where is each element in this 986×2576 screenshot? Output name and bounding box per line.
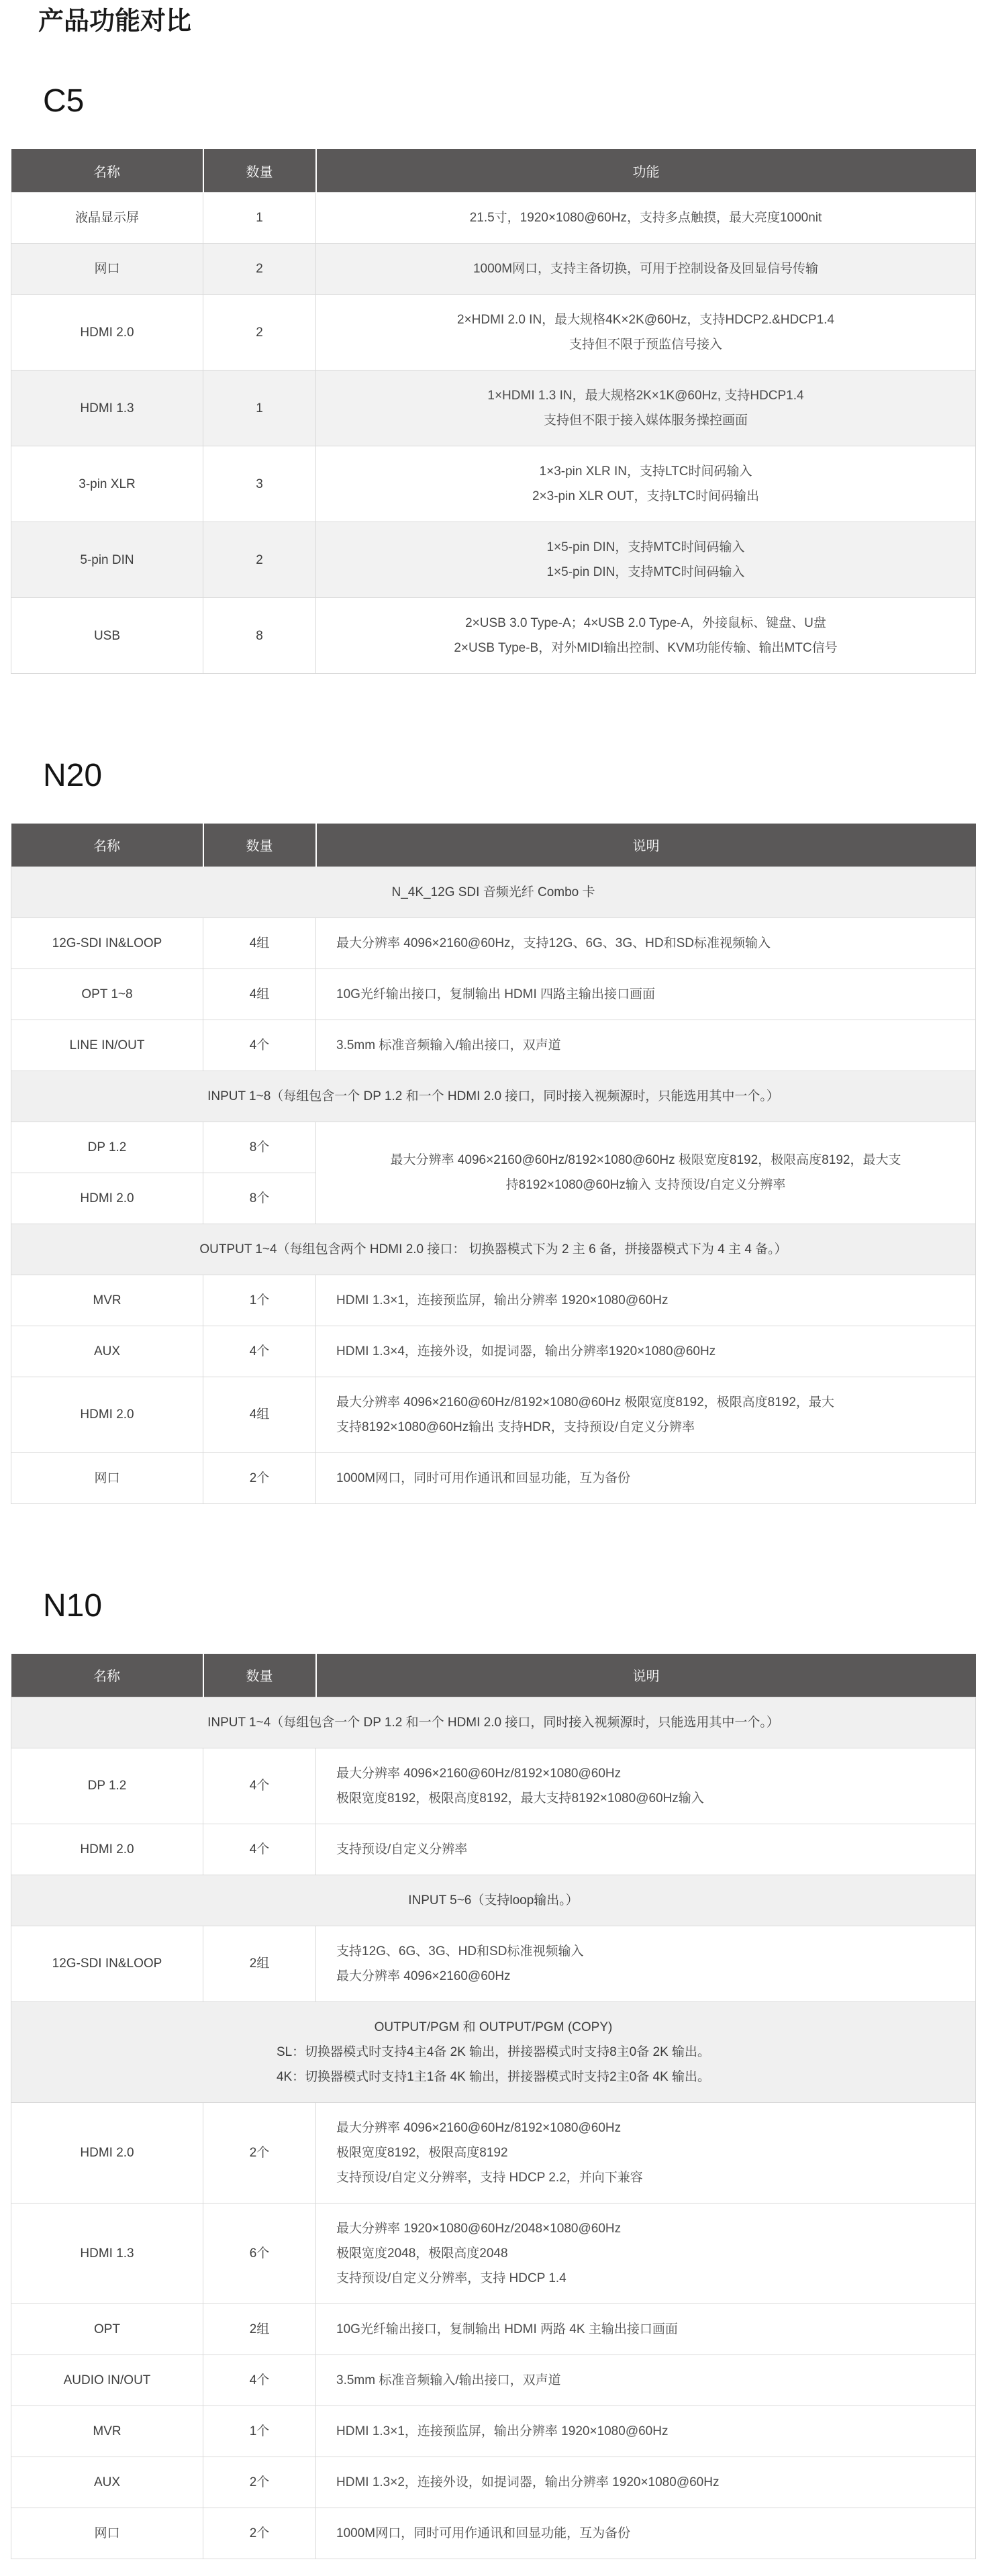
name-cell: 3-pin XLR [11,446,203,522]
band-row [11,1697,976,1748]
name-cell: HDMI 2.0 [11,295,203,370]
desc-line: 最大分辨率 4096×2160@60Hz/8192×1080@60Hz 极限宽度8192，极限高度8192，最大 [336,1395,834,1409]
table-row [11,1275,976,1326]
desc-line: 最大分辨率 4096×2160@60Hz/8192×1080@60Hz [336,2120,622,2135]
table-row [11,1452,976,1503]
desc-cell [316,969,976,1020]
table-row [11,598,976,674]
column-header-qty: 数量 [203,149,316,193]
desc-line: 1×3-pin XLR IN，支持LTC时间码输入 [539,464,752,479]
band-row [11,1875,976,1926]
qty-cell: 2 [203,295,316,370]
page-title: 产品功能对比 [38,7,192,36]
name-cell: 12G-SDI IN&LOOP [11,1926,203,2001]
qty-cell: 4个 [203,1326,316,1377]
desc-line: 1000M网口，同时可用作通讯和回显功能，互为备份 [336,1471,631,1485]
qty-cell: 8 [203,598,316,674]
name-cell: MVR [11,2406,203,2457]
desc-line: 极限宽度8192，极限高度8192，最大支持8192×1080@60Hz输入 [336,1791,704,1805]
band-row [11,2001,976,2102]
desc-cell [316,370,976,446]
band-line: INPUT 1~4（每组包含一个 DP 1.2 和一个 HDMI 2.0 接口，同时接入视频源时，只能选用其中一个。） [207,1715,779,1730]
section-n10-heading: N10 [43,1587,103,1624]
name-cell: OPT 1~8 [11,969,203,1020]
desc-cell [316,522,976,598]
desc-line: 支持但不限于预监信号接入 [569,338,722,352]
qty-cell: 2个 [203,2102,316,2203]
band-cell [11,1875,976,1926]
qty-cell: 1个 [203,1275,316,1326]
desc-cell [316,1326,976,1377]
desc-line: 支持8192×1080@60Hz输出 支持HDR，支持预设/自定义分辨率 [336,1420,695,1434]
desc-line: 支持预设/自定义分辨率，支持 HDCP 1.4 [336,2271,566,2285]
section-n20 [0,758,986,1504]
desc-cell [316,2355,976,2406]
desc-line: HDMI 1.3×4，连接外设，如提词器，输出分辨率1920×1080@60Hz [336,1344,716,1358]
desc-line: 2×3-pin XLR OUT，支持LTC时间码输出 [532,489,760,504]
desc-line: 1000M网口，同时可用作通讯和回显功能，互为备份 [336,2526,631,2540]
name-cell: 网口 [11,2508,203,2559]
desc-line: 1×HDMI 1.3 IN，最大规格2K×1K@60Hz, 支持HDCP1.4 [487,389,804,403]
band-line: 4K：切换器模式时支持1主1备 4K 输出，拼接器模式时支持2主0备 4K 输出。 [276,2069,711,2084]
desc-line: 1000M网口，支持主备切换，可用于控制设备及回显信号传输 [473,262,819,277]
name-cell: DP 1.2 [11,1122,203,1173]
desc-cell [316,193,976,244]
desc-cell [316,1824,976,1875]
qty-cell: 4个 [203,2355,316,2406]
table-row [11,1824,976,1875]
column-header-desc: 说明 [316,824,976,867]
desc-line: 最大分辨率 4096×2160@60Hz [336,1969,511,1983]
section-c5-heading: C5 [43,83,85,119]
table-row [11,2355,976,2406]
desc-line: 极限宽度8192，极限高度8192 [336,2145,508,2160]
band-line: N_4K_12G SDI 音频光纤 Combo 卡 [391,885,595,899]
desc-line: 支持预设/自定义分辨率，支持 HDCP 2.2，并向下兼容 [336,2170,643,2185]
desc-line: HDMI 1.3×1，连接预监屏，输出分辨率 1920×1080@60Hz [336,1293,669,1307]
desc-cell [316,1275,976,1326]
n10-table [11,1654,976,2559]
name-cell: OPT [11,2303,203,2355]
band-line: INPUT 5~6（支持loop输出。） [408,1893,579,1908]
name-cell: AUX [11,1326,203,1377]
qty-cell: 2个 [203,1452,316,1503]
qty-cell: 4个 [203,1020,316,1071]
section-n10 [0,1589,986,2559]
qty-cell: 2 [203,522,316,598]
band-cell [11,866,976,918]
column-header-name: 名称 [11,149,203,193]
band-row [11,1071,976,1122]
desc-line: 21.5寸，1920×1080@60Hz，支持多点触摸，最大亮度1000nit [469,211,822,226]
desc-line: HDMI 1.3×2，连接外设，如提词器，输出分辨率 1920×1080@60Hz [336,2475,720,2489]
n10-table-body [11,1697,976,2559]
name-cell: 网口 [11,244,203,295]
c5-table-body [11,193,976,674]
desc-cell [316,1452,976,1503]
name-cell: 5-pin DIN [11,522,203,598]
table-row [11,1748,976,1824]
desc-line: 最大分辨率 4096×2160@60Hz，支持12G、6G、3G、HD和SD标准视频输入 [336,936,771,950]
qty-cell: 6个 [203,2203,316,2303]
table-row [11,1926,976,2001]
desc-line: 2×USB 3.0 Type-A；4×USB 2.0 Type-A，外接鼠标、键盘、U盘 [465,616,826,631]
band-cell [11,1697,976,1748]
qty-cell: 4个 [203,1824,316,1875]
name-cell: HDMI 2.0 [11,1173,203,1224]
qty-cell: 4个 [203,1748,316,1824]
desc-line: 最大分辨率 4096×2160@60Hz/8192×1080@60Hz 极限宽度8192，极限高度8192，最大支 [390,1153,901,1168]
table-row [11,244,976,295]
band-line: OUTPUT 1~4（每组包含两个 HDMI 2.0 接口： 切换器模式下为 2 主 6 备，拼接器模式下为 4 主 4 备。） [199,1242,787,1256]
c5-table [11,149,976,674]
qty-cell: 2个 [203,2457,316,2508]
table-row [11,1020,976,1071]
table-row [11,446,976,522]
table-row [11,1377,976,1452]
n20-table [11,824,976,1504]
desc-line: 支持12G、6G、3G、HD和SD标准视频输入 [336,1944,584,1959]
band-row [11,1224,976,1275]
qty-cell: 4组 [203,969,316,1020]
desc-line: 2×USB Type-B，对外MIDI输出控制、KVM功能传输、输出MTC信号 [454,641,838,656]
section-n20-heading: N20 [43,758,103,794]
column-header-name: 名称 [11,1654,203,1697]
band-cell [11,2001,976,2102]
desc-cell [316,2457,976,2508]
n20-header-row [11,824,976,867]
name-cell: 液晶显示屏 [11,193,203,244]
desc-cell [316,2303,976,2355]
name-cell: AUDIO IN/OUT [11,2355,203,2406]
table-row [11,918,976,969]
section-c5 [0,84,986,674]
desc-line: 10G光纤输出接口，复制输出 HDMI 两路 4K 主输出接口画面 [336,2322,678,2336]
table-row [11,2457,976,2508]
name-cell: HDMI 2.0 [11,1377,203,1452]
desc-line: 3.5mm 标准音频输入/输出接口，双声道 [336,2373,561,2387]
qty-cell: 1 [203,370,316,446]
desc-cell [316,2203,976,2303]
desc-cell [316,2508,976,2559]
column-header-name: 名称 [11,824,203,867]
table-row [11,2102,976,2203]
name-cell: HDMI 1.3 [11,370,203,446]
qty-cell: 1个 [203,2406,316,2457]
desc-line: 持8192×1080@60Hz输入 支持预设/自定义分辨率 [505,1178,786,1193]
desc-cell [316,1926,976,2001]
desc-cell [316,1122,976,1224]
table-row [11,1122,976,1173]
name-cell: LINE IN/OUT [11,1020,203,1071]
desc-cell [316,598,976,674]
desc-cell [316,1377,976,1452]
band-cell [11,1224,976,1275]
table-row [11,193,976,244]
qty-cell: 4组 [203,918,316,969]
name-cell: MVR [11,1275,203,1326]
desc-line: HDMI 1.3×1，连接预监屏，输出分辨率 1920×1080@60Hz [336,2424,669,2438]
qty-cell: 8个 [203,1122,316,1173]
name-cell: USB [11,598,203,674]
table-row [11,2508,976,2559]
qty-cell: 4组 [203,1377,316,1452]
desc-line: 最大分辨率 4096×2160@60Hz/8192×1080@60Hz [336,1766,622,1781]
qty-cell: 1 [203,193,316,244]
desc-line: 支持预设/自定义分辨率 [336,1842,468,1856]
table-row [11,295,976,370]
column-header-desc: 功能 [316,149,976,193]
desc-line: 最大分辨率 1920×1080@60Hz/2048×1080@60Hz [336,2221,622,2236]
desc-cell [316,244,976,295]
desc-line: 10G光纤输出接口，复制输出 HDMI 四路主输出接口画面 [336,987,656,1001]
band-row [11,866,976,918]
desc-line: 1×5-pin DIN，支持MTC时间码输入 [546,540,745,555]
name-cell: 12G-SDI IN&LOOP [11,918,203,969]
band-line: OUTPUT/PGM 和 OUTPUT/PGM (COPY) [374,2020,613,2034]
qty-cell: 2个 [203,2508,316,2559]
table-row [11,969,976,1020]
desc-line: 支持但不限于接入媒体服务操控画面 [543,413,748,428]
table-row [11,2406,976,2457]
name-cell: HDMI 2.0 [11,1824,203,1875]
table-row [11,2203,976,2303]
qty-cell: 2 [203,244,316,295]
desc-line: 1×5-pin DIN，支持MTC时间码输入 [546,565,745,580]
desc-line: 3.5mm 标准音频输入/输出接口，双声道 [336,1038,561,1052]
table-row [11,522,976,598]
band-line: SL：切换器模式时支持4主4备 2K 输出，拼接器模式时支持8主0备 2K 输出。 [276,2044,711,2059]
qty-cell: 8个 [203,1173,316,1224]
name-cell: HDMI 1.3 [11,2203,203,2303]
desc-cell [316,1748,976,1824]
name-cell: 网口 [11,1452,203,1503]
table-row [11,1326,976,1377]
band-line: INPUT 1~8（每组包含一个 DP 1.2 和一个 HDMI 2.0 接口，同时接入视频源时，只能选用其中一个。） [207,1089,779,1103]
desc-cell [316,918,976,969]
c5-header-row [11,149,976,193]
desc-cell [316,2406,976,2457]
desc-line: 极限宽度2048，极限高度2048 [336,2246,508,2261]
n10-header-row [11,1654,976,1697]
desc-cell [316,446,976,522]
band-cell [11,1071,976,1122]
name-cell: HDMI 2.0 [11,2102,203,2203]
qty-cell: 3 [203,446,316,522]
desc-cell [316,295,976,370]
qty-cell: 2组 [203,1926,316,2001]
column-header-qty: 数量 [203,824,316,867]
column-header-qty: 数量 [203,1654,316,1697]
desc-line: 2×HDMI 2.0 IN，最大规格4K×2K@60Hz，支持HDCP2.&HDCP1.4 [456,313,834,328]
table-row [11,2303,976,2355]
n20-table-body [11,866,976,1503]
qty-cell: 2组 [203,2303,316,2355]
name-cell: AUX [11,2457,203,2508]
desc-cell [316,2102,976,2203]
desc-cell [316,1020,976,1071]
column-header-desc: 说明 [316,1654,976,1697]
name-cell: DP 1.2 [11,1748,203,1824]
table-row [11,370,976,446]
